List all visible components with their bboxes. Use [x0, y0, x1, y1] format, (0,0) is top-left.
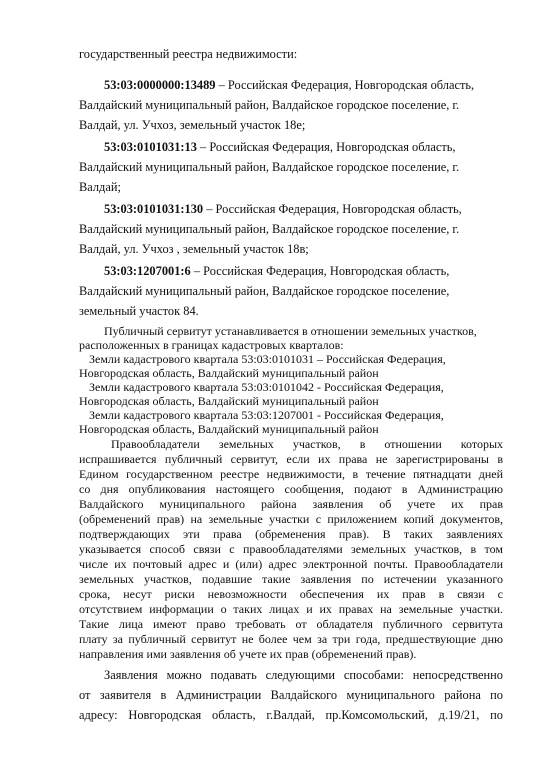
applications-line-1: Заявления можно подавать следующими способами: непосредственно: [104, 668, 503, 682]
rights-line-15: направления ими заявления об учете их прав (обременений прав).: [79, 647, 417, 661]
parcel-2-line-1: [104, 140, 456, 154]
rights-line-10: земельных участков, подавшие такие заявления по истечении указанного: [79, 572, 503, 586]
parcel-4-line-1: [104, 264, 449, 278]
applications-line-2: от заявителя в Администрации Валдайского муниципального района по: [79, 688, 503, 702]
servitude-line-1: Публичный сервитут устанавливается в отношении земельных участков,: [104, 324, 477, 338]
rights-line-1: Правообладатели земельных участков, в отношении которых: [111, 437, 503, 451]
servitude-line-2: расположенных в границах кадастровых кварталов:: [79, 338, 344, 352]
intro-line: государственный реестра недвижимости:: [79, 47, 298, 61]
parcel-4-desc: – Российская Федерация, Новгородская область,: [190, 264, 450, 278]
parcel-2-code: 53:03:0101031:13: [104, 140, 197, 154]
parcel-1-line-2: Валдайский муниципальный район, Валдайское городское поселение, г.: [79, 98, 460, 112]
quarter-1-line-2: Новгородская область, Валдайский муниципальный район: [79, 366, 379, 380]
parcel-1-desc: – Российская Федерация, Новгородская область,: [215, 78, 475, 92]
quarter-3-line-1: Земли кадастрового квартала 53:03:1207001 - Российская Федерация,: [89, 408, 444, 422]
quarter-3-line-2: Новгородская область, Валдайский муниципальный район: [79, 422, 379, 436]
parcel-2-desc: – Российская Федерация, Новгородская область,: [196, 140, 456, 154]
rights-line-7: подтверждающих эти права (обременения прав). В таких заявлениях: [79, 527, 503, 541]
parcel-4-code: 53:03:1207001:6: [104, 264, 191, 278]
parcel-3-line-1: [104, 202, 462, 216]
parcel-4-line-2: Валдайский муниципальный район, Валдайское городское поселение,: [79, 284, 450, 298]
applications-line-3: адресу: Новгородская область, г.Валдай, пр.Комсомольский, д.19/21, по: [79, 708, 503, 722]
rights-line-3: Едином государственном реестре недвижимости, в течение пятнадцати дней: [79, 467, 503, 481]
quarter-2-line-2: Новгородская область, Валдайский муниципальный район: [79, 394, 379, 408]
parcel-3-line-3: Валдай, ул. Учхоз , земельный участок 18в;: [79, 242, 309, 256]
parcel-1-line-3: Валдай, ул. Учхоз, земельный участок 18е;: [79, 118, 306, 132]
parcel-1-code: 53:03:0000000:13489: [104, 78, 216, 92]
rights-line-2: испрашивается публичный сервитут, если их права не зарегистрированы в: [79, 452, 503, 466]
quarter-2-line-1: Земли кадастрового квартала 53:03:0101042 - Российская Федерация,: [89, 380, 444, 394]
parcel-1-line-1: [104, 78, 474, 92]
rights-line-5: Валдайского муниципального района заявления об учете их прав: [79, 497, 503, 511]
rights-line-9: числе их почтовый адрес и (или) адрес электронной почты. Правообладатели: [79, 557, 503, 571]
parcel-2-line-3: Валдай;: [79, 180, 121, 194]
rights-line-11: срока, несут риски невозможности обеспечения их прав в связи с: [79, 587, 503, 601]
rights-line-13: Такие лица имеют право требовать от обладателя публичного сервитута: [79, 617, 503, 631]
parcel-3-line-2: Валдайский муниципальный район, Валдайское городское поселение, г.: [79, 222, 460, 236]
parcel-2-line-2: Валдайский муниципальный район, Валдайское городское поселение, г.: [79, 160, 460, 174]
rights-line-6: (обременений прав) на земельные участки с приложением копий документов,: [79, 512, 503, 526]
rights-line-12: отсутствием информации о таких лицах и их правах на земельные участки.: [79, 602, 503, 616]
rights-line-4: со дня опубликования настоящего сообщения, подают в Администрацию: [79, 482, 503, 496]
rights-line-14: плату за публичный сервитут не более чем за три года, предшествующие дню: [79, 632, 503, 646]
parcel-3-desc: – Российская Федерация, Новгородская область,: [203, 202, 462, 216]
parcel-3-code: 53:03:0101031:130: [104, 202, 204, 216]
quarter-1-line-1: Земли кадастрового квартала 53:03:0101031 – Российская Федерация,: [89, 352, 446, 366]
parcel-4-line-3: земельный участок 84.: [79, 304, 199, 318]
rights-line-8: указывается способ связи с правообладателями земельных участков, в том: [79, 542, 503, 556]
